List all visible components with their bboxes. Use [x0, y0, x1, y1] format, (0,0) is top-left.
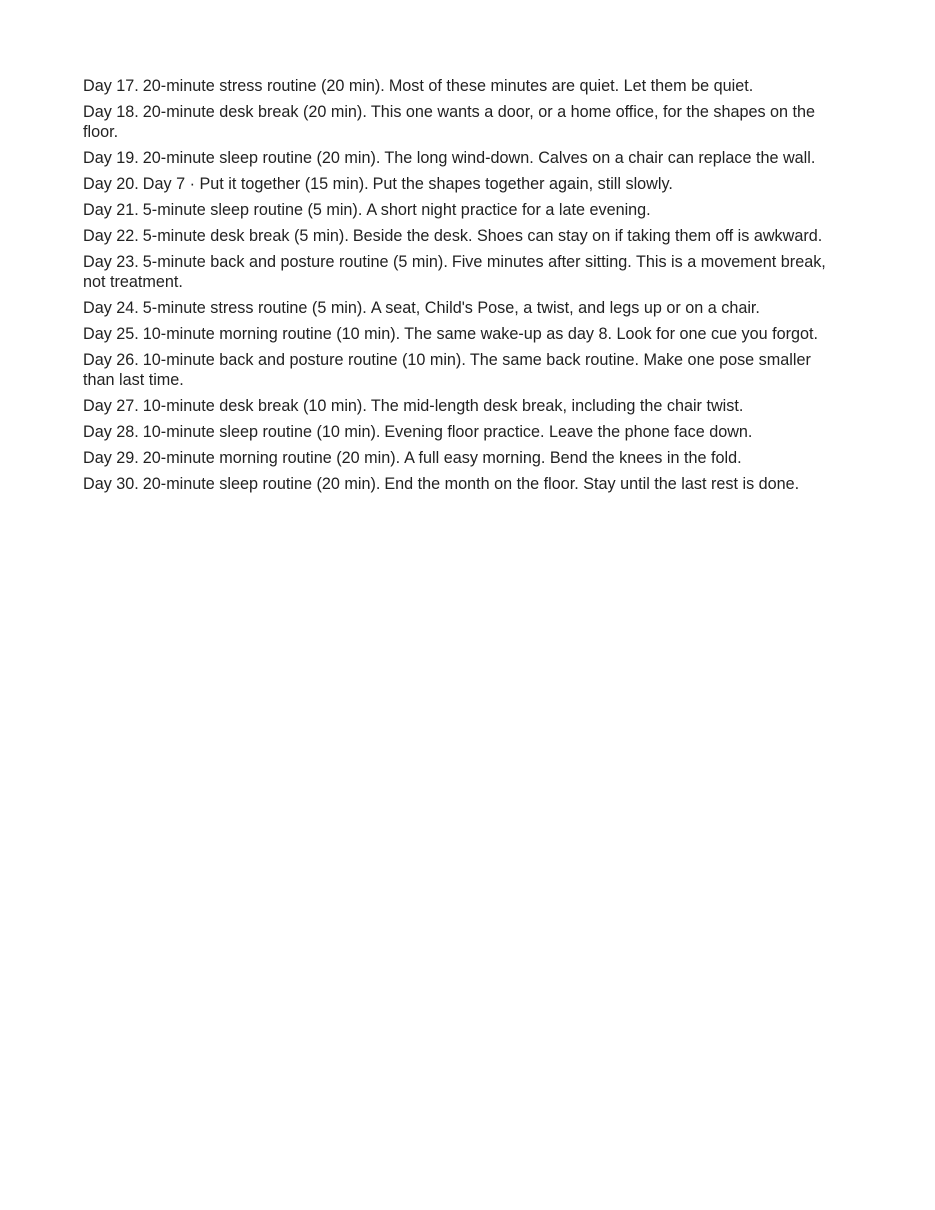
routine-title: 10-minute back and posture routine (10 min).	[142, 351, 466, 370]
day-number: Day 29.	[83, 448, 139, 467]
day-entry	[83, 175, 845, 195]
day-number: Day 18.	[83, 103, 139, 122]
routine-title: 10-minute sleep routine (10 min).	[142, 422, 381, 441]
routine-note: The same wake-up as day 8. Look for one cue you forgot.	[404, 324, 819, 343]
day-number: Day 19.	[83, 148, 139, 167]
routine-note: A seat, Child's Pose, a twist, and legs up or on a chair.	[370, 298, 760, 317]
day-number: Day 21.	[83, 200, 139, 219]
routine-note: Most of these minutes are quiet. Let them be quiet.	[388, 77, 754, 95]
routine-title: 5-minute back and posture routine (5 min).	[142, 253, 448, 272]
routine-note: The mid-length desk break, including the chair twist.	[370, 396, 744, 415]
day-entry	[83, 397, 845, 417]
day-number: Day 27.	[83, 396, 139, 415]
day-number: Day 30.	[83, 475, 139, 493]
day-entry	[83, 351, 845, 390]
document-page	[83, 77, 845, 501]
day-entry	[83, 299, 845, 319]
day-number: Day 22.	[83, 227, 139, 246]
routine-note: Put the shapes together again, still slowly.	[372, 174, 673, 193]
day-entry	[83, 449, 845, 469]
day-entry	[83, 475, 845, 495]
routine-title: 20-minute desk break (20 min).	[142, 103, 367, 122]
routine-title: 5-minute sleep routine (5 min).	[142, 200, 363, 219]
routine-title: 20-minute sleep routine (20 min).	[142, 475, 381, 493]
day-entry	[83, 201, 845, 221]
routine-title: 20-minute stress routine (20 min).	[142, 77, 385, 95]
day-number: Day 20.	[83, 174, 139, 193]
routine-note: Five minutes after sitting. This is a movement break, not treatment.	[83, 253, 826, 291]
day-entry	[83, 325, 845, 345]
routine-title: Day 7 · Put it together (15 min).	[142, 174, 369, 193]
day-entry	[83, 227, 845, 247]
routine-note: Beside the desk. Shoes can stay on if taking them off is awkward.	[352, 227, 823, 246]
routine-title: 10-minute morning routine (10 min).	[142, 324, 401, 343]
day-entry	[83, 149, 845, 169]
day-number: Day 25.	[83, 324, 139, 343]
day-number: Day 26.	[83, 351, 139, 370]
day-number: Day 23.	[83, 253, 139, 272]
routine-title: 20-minute morning routine (20 min).	[142, 448, 401, 467]
routine-note: A full easy morning. Bend the knees in the fold.	[404, 448, 742, 467]
day-number: Day 28.	[83, 422, 139, 441]
routine-title: 5-minute stress routine (5 min).	[142, 298, 367, 317]
day-number: Day 17.	[83, 77, 139, 95]
day-entry	[83, 77, 845, 97]
routine-note: Evening floor practice. Leave the phone face down.	[384, 422, 753, 441]
routine-note: The long wind-down. Calves on a chair can replace the wall.	[384, 148, 816, 167]
routine-note: End the month on the floor. Stay until the last rest is done.	[384, 475, 800, 493]
routine-note: This one wants a door, or a home office, for the shapes on the floor.	[83, 103, 816, 141]
routine-title: 20-minute sleep routine (20 min).	[142, 148, 381, 167]
day-number: Day 24.	[83, 298, 139, 317]
day-entry	[83, 423, 845, 443]
routine-note: The same back routine. Make one pose smaller than last time.	[83, 351, 811, 389]
routine-title: 10-minute desk break (10 min).	[142, 396, 367, 415]
routine-note: A short night practice for a late evening.	[366, 200, 651, 219]
day-entry	[83, 103, 845, 142]
day-entry	[83, 253, 845, 292]
routine-title: 5-minute desk break (5 min).	[142, 227, 349, 246]
